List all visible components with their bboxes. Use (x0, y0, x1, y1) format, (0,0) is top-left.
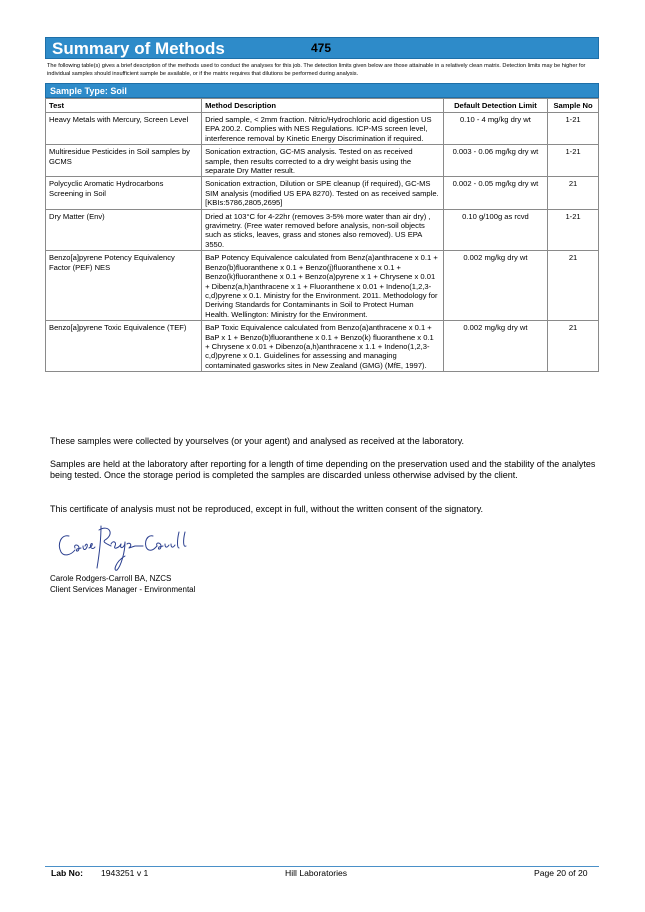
storage-note: Samples are held at the laboratory after reporting for a length of time depending on the preservation used and the stability of the analytes being tested. Once the storage period is completed the samples are discarded unless otherwise advised by the client. (50, 459, 596, 481)
cell-sample: 21 (548, 321, 599, 372)
cell-sample: 21 (548, 251, 599, 321)
cell-method: BaP Toxic Equivalence calculated from Benzo(a)anthracene x 0.1 + BaP x 1 + Benzo(b)fluoranthene x 0.1 + Benzo(k) fluoranthene x 0.1 + Chrysene x 0.01 + Dibenzo(a,h)anthracene x 1.1 + Indeno(1,2,3-c,d)pyrene x 0.1. Guidelines for assessing and managing contaminated gasworks sites in New Zealand (GMG) (MfE, 1997). (202, 321, 444, 372)
signature-image (55, 522, 195, 574)
cell-sample: 1-21 (548, 209, 599, 251)
cell-limit: 0.003 - 0.06 mg/kg dry wt (443, 145, 547, 177)
cell-limit: 0.002 mg/kg dry wt (443, 251, 547, 321)
footer-divider (45, 866, 599, 867)
reproduction-note: This certificate of analysis must not be reproduced, except in full, without the written consent of the signatory. (50, 504, 484, 514)
footer-lab-no-label: Lab No: (51, 868, 83, 878)
cell-method: Dried at 103°C for 4-22hr (removes 3-5% more water than air dry) , gravimetry. (Free water removed before analysis, non-soil objects such as sticks, leaves, grass and stones also removed). US EPA 3550. (202, 209, 444, 251)
footer-page: Page 20 of 20 (534, 868, 588, 878)
table-row (46, 177, 599, 209)
cell-test: Multiresidue Pesticides in Soil samples by GCMS (46, 145, 202, 177)
header-test: Test (46, 99, 202, 113)
cell-test: Benzo[a]pyrene Potency Equivalency Factor (PEF) NES (46, 251, 202, 321)
cell-limit: 0.10 - 4 mg/kg dry wt (443, 113, 547, 145)
cell-limit: 0.10 g/100g as rcvd (443, 209, 547, 251)
cell-method: Sonication extraction, GC-MS analysis. Tested on as received sample, then results corrected to a dry weight basis using the separate Dry Matter result. (202, 145, 444, 177)
cell-test: Polycyclic Aromatic Hydrocarbons Screening in Soil (46, 177, 202, 209)
cell-test: Heavy Metals with Mercury, Screen Level (46, 113, 202, 145)
cell-sample: 21 (548, 177, 599, 209)
cell-sample: 1-21 (548, 145, 599, 177)
cell-method: Sonication extraction, Dilution or SPE cleanup (if required), GC-MS SIM analysis (modified US EPA 8270). Tested on as received sample. [KBIs:5786,2805,2695] (202, 177, 444, 209)
signatory-role: Client Services Manager - Environmental (50, 584, 196, 594)
cell-method: Dried sample, < 2mm fraction. Nitric/Hydrochloric acid digestion US EPA 200.2. Complies with NES Regulations. ICP-MS screen level, interference removal by Kinetic Energy Discrimination if required. (202, 113, 444, 145)
cell-method: BaP Potency Equivalence calculated from Benz(a)anthracene x 0.1 + Benzo(b)fluoranthene x 0.1 + Benzo(j)fluoranthene x 0.1 + Benzo(k)fluoranthene x 0.1 + Benzo(a)pyrene x 1 + Chrysene x 0.01 + Dibenz(a,h)anthracene x 1 + Fluoranthene x 0.01 + Indeno(1,2,3-c,d)pyrene x 0.1. Ministry for the Environment. 2011. Methodology for Deriving Standards for Contaminants in Soil to Protect Human Health. Wellington: Ministry for the Environment. (202, 251, 444, 321)
table-row (46, 251, 599, 321)
footer-lab-no-value: 1943251 v 1 (101, 868, 149, 878)
cell-limit: 0.002 - 0.05 mg/kg dry wt (443, 177, 547, 209)
header-detection-limit: Default Detection Limit (443, 99, 547, 113)
intro-text: The following table(s) gives a brief description of the methods used to conduct the analyses for this job. The detection limits given below are those attainable in a relatively clean matrix. Detection limits may be higher for individual samples should insufficient sample be available, or if the matrix requires that dilutions be performed during analysis. (47, 63, 586, 77)
cell-limit: 0.002 mg/kg dry wt (443, 321, 547, 372)
footer-company: Hill Laboratories (285, 868, 348, 878)
page-number: 475 (311, 41, 332, 55)
title-bar (45, 37, 599, 59)
table-row (46, 209, 599, 251)
cell-test: Dry Matter (Env) (46, 209, 202, 251)
methods-table (45, 98, 599, 372)
table-header-row (46, 99, 599, 113)
header-sample-no: Sample No (548, 99, 599, 113)
collection-note: These samples were collected by yourselves (or your agent) and analysed as received at the laboratory. (50, 436, 465, 446)
signatory-name: Carole Rodgers-Carroll BA, NZCS (50, 574, 172, 583)
signatory (50, 574, 195, 595)
table-row (46, 321, 599, 372)
table-row (46, 113, 599, 145)
header-method: Method Description (202, 99, 444, 113)
table-row (46, 145, 599, 177)
cell-sample: 1-21 (548, 113, 599, 145)
page-title: Summary of Methods (52, 39, 225, 58)
sample-type-bar: Sample Type: Soil (45, 83, 599, 98)
cell-test: Benzo[a]pyrene Toxic Equivalence (TEF) (46, 321, 202, 372)
